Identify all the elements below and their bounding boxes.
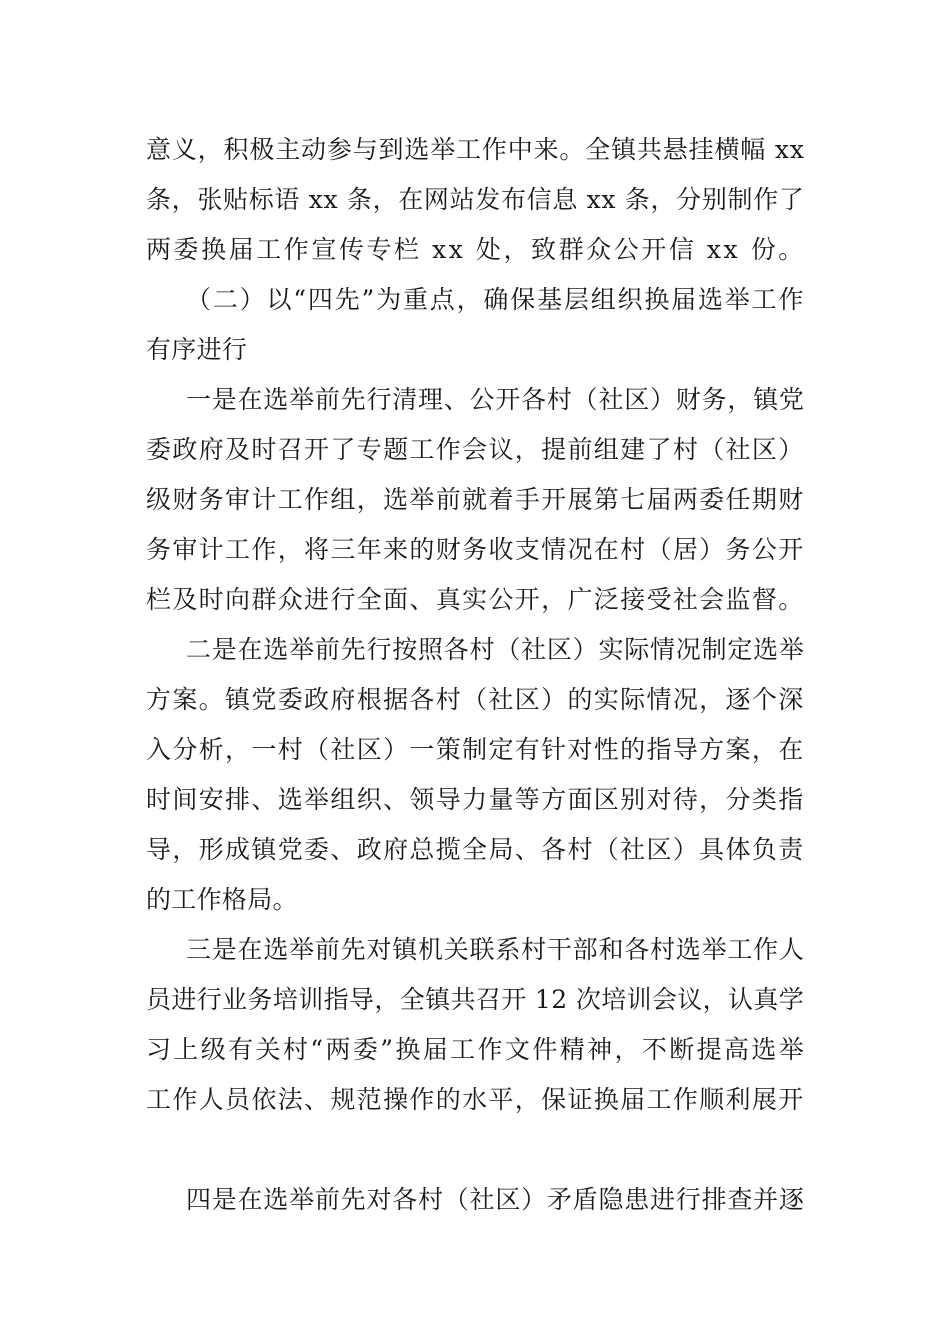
text-line: 员进行业务培训指导，全镇共召开 12 次培训会议，认真学 <box>146 985 805 1014</box>
text-line: 意义，积极主动参与到选举工作中来。全镇共悬挂横幅 xx <box>146 135 805 164</box>
text-line: 入分析，一村（社区）一策制定有针对性的指导方案，在 <box>146 735 805 764</box>
text-line: 两委换届工作宣传专栏 xx 处，致群众公开信 xx 份。 <box>146 235 806 264</box>
text-line: 三是在选举前先对镇机关联系村干部和各村选举工作人 <box>186 935 805 964</box>
text-line: 一是在选举前先行清理、公开各村（社区）财务，镇党 <box>186 385 805 414</box>
text-line: 级财务审计工作组，选举前就着手开展第七届两委任期财 <box>146 485 805 514</box>
text-line: 的工作格局。 <box>146 885 298 914</box>
text-line: 习上级有关村“两委”换届工作文件精神，不断提高选举 <box>146 1035 807 1064</box>
text-line: 条，张贴标语 xx 条，在网站发布信息 xx 条，分别制作了 <box>146 185 805 214</box>
text-line: 时间安排、选举组织、领导力量等方面区别对待，分类指 <box>146 785 805 814</box>
text-line: 务审计工作，将三年来的财务收支情况在村（居）务公开 <box>146 535 805 564</box>
section-heading: （二）以“四先”为重点，确保基层组织换届选举工作 <box>186 285 806 314</box>
text-line: 导，形成镇党委、政府总揽全局、各村（社区）具体负责 <box>146 835 805 864</box>
text-line: 四是在选举前先对各村（社区）矛盾隐患进行排查并逐 <box>186 1185 805 1214</box>
text-line: 栏及时向群众进行全面、真实公开，广泛接受社会监督。 <box>146 585 805 614</box>
section-heading-cont: 有序进行 <box>146 335 248 364</box>
text-line: 委政府及时召开了专题工作会议，提前组建了村（社区） <box>146 435 805 464</box>
text-line: 二是在选举前先行按照各村（社区）实际情况制定选举 <box>186 635 805 664</box>
text-line: 方案。镇党委政府根据各村（社区）的实际情况，逐个深 <box>146 685 805 714</box>
text-line: 工作人员依法、规范操作的水平，保证换届工作顺利展开 <box>146 1085 805 1114</box>
